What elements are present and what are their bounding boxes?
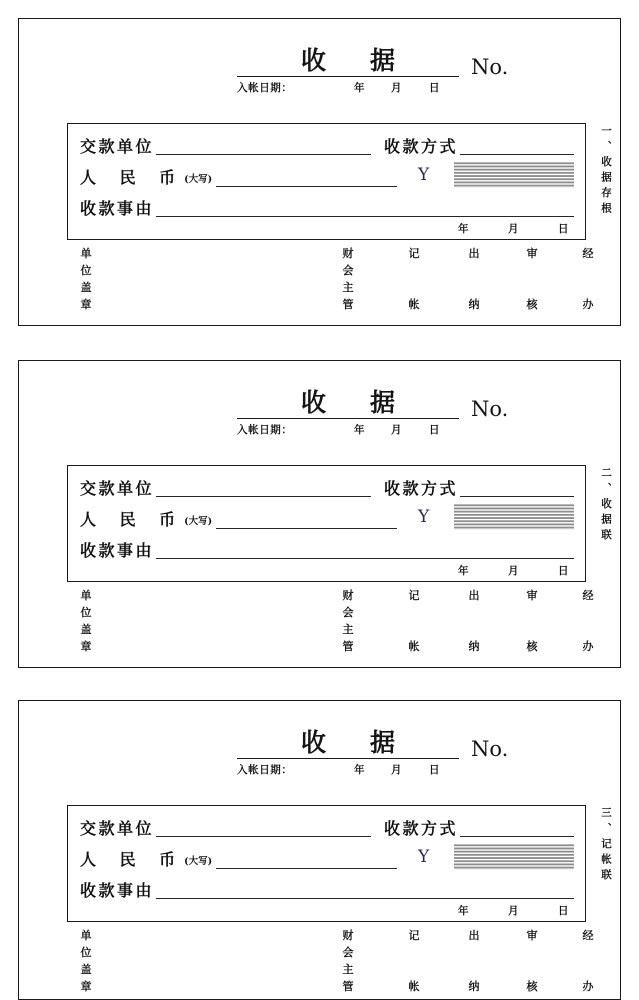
bookkeeping-char-top: 记 [408, 929, 420, 942]
receipt-header [19, 727, 620, 807]
audit-label [525, 245, 539, 313]
bookkeeping-char-top: 记 [408, 247, 420, 260]
rmb-label [80, 165, 212, 188]
rmb-sublabel: (大写) [184, 856, 213, 867]
finance-char-2: 会 [342, 264, 354, 277]
payer-input-line[interactable] [156, 836, 371, 837]
handler-char-bottom: 办 [582, 640, 594, 653]
receipt-section-3 [18, 700, 621, 1000]
rmb-label-text: 人 民 币 [80, 850, 185, 869]
bookkeeping-char-bottom: 帐 [408, 298, 420, 311]
unit-seal-char-4: 章 [80, 980, 92, 993]
finance-char-2: 会 [342, 606, 354, 619]
rmb-label [80, 507, 212, 530]
rmb-label-text: 人 民 币 [80, 510, 185, 529]
receipt-body-box [67, 123, 586, 240]
entry-date-row [237, 80, 459, 98]
entry-date-month: 月 [391, 424, 402, 436]
finance-char-1: 财 [342, 247, 354, 260]
handler-char-bottom: 办 [582, 980, 594, 993]
entry-date-year: 年 [354, 764, 365, 776]
issue-date-row [452, 221, 578, 237]
unit-seal-char-4: 章 [80, 298, 92, 311]
finance-supervisor-label [341, 927, 355, 995]
audit-char-top: 审 [526, 589, 538, 602]
page-title: 收据 [300, 46, 439, 75]
amount-figures-box[interactable] [454, 843, 574, 870]
unit-seal-char-3: 盖 [80, 281, 92, 294]
cashier-label [467, 587, 481, 655]
cashier-char-top: 出 [468, 589, 480, 602]
reason-label: 收款事由 [80, 541, 155, 560]
handler-label [581, 245, 595, 313]
handler-char-top: 经 [582, 247, 594, 260]
entry-date-month: 月 [391, 82, 402, 94]
unit-seal-char-4: 章 [80, 640, 92, 653]
bookkeeping-char-top: 记 [408, 589, 420, 602]
page-title: 收据 [300, 728, 439, 757]
payer-label: 交款单位 [80, 137, 155, 156]
reason-input-line[interactable] [156, 216, 574, 217]
bookkeeping-label [407, 245, 421, 313]
signature-strip [67, 587, 594, 655]
receipt-body-box [67, 805, 586, 922]
issue-date-day: 日 [558, 565, 569, 577]
audit-char-top: 审 [526, 247, 538, 260]
payment-method-label: 收款方式 [384, 819, 459, 838]
finance-char-4: 管 [342, 298, 354, 311]
finance-char-3: 主 [342, 623, 354, 636]
unit-seal-char-1: 单 [80, 929, 92, 942]
signature-strip [67, 927, 594, 995]
payment-method-input-line[interactable] [460, 496, 574, 497]
unit-seal-label [79, 587, 93, 655]
section-side-label: 一、收据存根 [600, 125, 612, 218]
unit-seal-char-1: 单 [80, 589, 92, 602]
bookkeeping-char-bottom: 帐 [408, 980, 420, 993]
audit-label [525, 587, 539, 655]
entry-date-row [237, 762, 459, 780]
bookkeeping-char-bottom: 帐 [408, 640, 420, 653]
payment-method-label: 收款方式 [384, 137, 459, 156]
finance-char-3: 主 [342, 281, 354, 294]
receipt-section-2 [18, 360, 621, 668]
entry-date-row [237, 422, 459, 440]
issue-date-day: 日 [558, 905, 569, 917]
serial-no-label: No. [471, 397, 509, 421]
issue-date-row [452, 563, 578, 579]
section-side-label: 三、记帐联 [600, 807, 612, 885]
unit-seal-char-2: 位 [80, 946, 92, 959]
entry-date-day: 日 [429, 424, 440, 436]
payer-input-line[interactable] [156, 154, 371, 155]
unit-seal-label [79, 927, 93, 995]
receipt-section-1 [18, 18, 621, 326]
issue-date-month: 月 [508, 223, 519, 235]
rmb-sublabel: (大写) [184, 174, 213, 185]
audit-label [525, 927, 539, 995]
handler-label [581, 927, 595, 995]
issue-date-month: 月 [508, 905, 519, 917]
rmb-label-text: 人 民 币 [80, 168, 185, 187]
rmb-amount-words-line[interactable] [216, 868, 397, 869]
unit-seal-label [79, 245, 93, 313]
receipt-body-box [67, 465, 586, 582]
receipt-header [19, 387, 620, 467]
page-title: 收据 [300, 388, 439, 417]
handler-label [581, 587, 595, 655]
bookkeeping-label [407, 927, 421, 995]
finance-char-1: 财 [342, 929, 354, 942]
bookkeeping-label [407, 587, 421, 655]
finance-char-2: 会 [342, 946, 354, 959]
rmb-sublabel: (大写) [184, 516, 213, 527]
unit-seal-char-2: 位 [80, 606, 92, 619]
audit-char-top: 审 [526, 929, 538, 942]
entry-date-year: 年 [354, 82, 365, 94]
reason-label: 收款事由 [80, 199, 155, 218]
cashier-char-bottom: 纳 [468, 298, 480, 311]
entry-date-day: 日 [429, 82, 440, 94]
payment-method-input-line[interactable] [460, 836, 574, 837]
unit-seal-char-3: 盖 [80, 963, 92, 976]
issue-date-row [452, 903, 578, 919]
rmb-amount-words-line[interactable] [216, 186, 397, 187]
audit-char-bottom: 核 [526, 298, 538, 311]
finance-supervisor-label [341, 587, 355, 655]
entry-date-month: 月 [391, 764, 402, 776]
amount-figures-box[interactable] [454, 503, 574, 530]
section-side-label: 二、收据联 [600, 467, 612, 545]
handler-char-top: 经 [582, 589, 594, 602]
handler-char-top: 经 [582, 929, 594, 942]
cashier-char-bottom: 纳 [468, 980, 480, 993]
audit-char-bottom: 核 [526, 980, 538, 993]
rmb-label [80, 847, 212, 870]
cashier-label [467, 927, 481, 995]
entry-date-label: 入帐日期： [237, 82, 293, 94]
title-underline [237, 387, 459, 419]
finance-char-4: 管 [342, 980, 354, 993]
finance-char-3: 主 [342, 963, 354, 976]
reason-label: 收款事由 [80, 881, 155, 900]
cashier-char-top: 出 [468, 247, 480, 260]
finance-char-1: 财 [342, 589, 354, 602]
entry-date-label: 入帐日期： [237, 764, 293, 776]
payment-method-input-line[interactable] [460, 154, 574, 155]
cashier-char-top: 出 [468, 929, 480, 942]
audit-char-bottom: 核 [526, 640, 538, 653]
finance-supervisor-label [341, 245, 355, 313]
issue-date-year: 年 [458, 905, 469, 917]
issue-date-month: 月 [508, 565, 519, 577]
rmb-amount-words-line[interactable] [216, 528, 397, 529]
finance-char-4: 管 [342, 640, 354, 653]
reason-input-line[interactable] [156, 558, 574, 559]
entry-date-day: 日 [429, 764, 440, 776]
entry-date-year: 年 [354, 424, 365, 436]
reason-input-line[interactable] [156, 898, 574, 899]
payer-label: 交款单位 [80, 819, 155, 838]
signature-strip [67, 245, 594, 313]
payer-input-line[interactable] [156, 496, 371, 497]
serial-no-label: No. [471, 737, 509, 761]
issue-date-day: 日 [558, 223, 569, 235]
title-underline [237, 727, 459, 759]
title-underline [237, 45, 459, 77]
payment-method-label: 收款方式 [384, 479, 459, 498]
payer-label: 交款单位 [80, 479, 155, 498]
issue-date-year: 年 [458, 223, 469, 235]
currency-symbol: Y [418, 847, 430, 867]
entry-date-label: 入帐日期： [237, 424, 293, 436]
receipt-header [19, 45, 620, 125]
cashier-char-bottom: 纳 [468, 640, 480, 653]
unit-seal-char-2: 位 [80, 264, 92, 277]
unit-seal-char-1: 单 [80, 247, 92, 260]
issue-date-year: 年 [458, 565, 469, 577]
unit-seal-char-3: 盖 [80, 623, 92, 636]
amount-figures-box[interactable] [454, 161, 574, 188]
currency-symbol: Y [418, 165, 430, 185]
serial-no-label: No. [471, 55, 509, 79]
cashier-label [467, 245, 481, 313]
currency-symbol: Y [418, 507, 430, 527]
handler-char-bottom: 办 [582, 298, 594, 311]
